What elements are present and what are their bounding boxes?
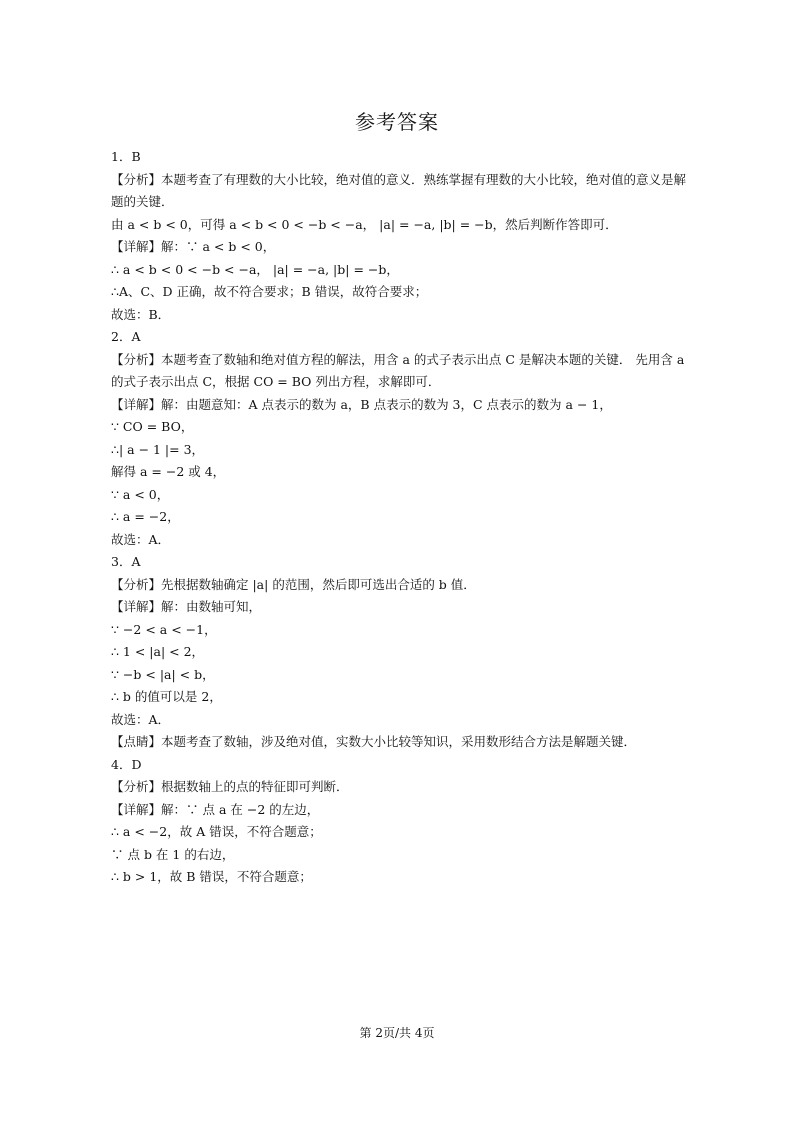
page-number: 第 2页/共 4页 [359,1026,435,1040]
answer-line-q2: 2．A [111,329,141,344]
answer-line: ∵ 点 b 在 1 的右边， [111,846,235,862]
answer-line: ∴A、C、D 正确，故不符合要求；B 错误，故符合要求； [111,284,428,299]
answer-line: ∴ 1 < |a| < 2， [111,644,205,659]
answer-line-q4: 4．D [111,756,142,772]
answer-line: 【详解】解：由数轴可知， [111,599,262,614]
answer-line: ∴ a < −2，故 A 错误，不符合题意； [111,824,322,839]
answer-line: 故选：A． [111,531,171,547]
answer-line: ∵ −2 < a < −1， [111,621,217,637]
answer-line: 由 a < b < 0，可得 a < b < 0 < −b < −a， |a| = −a, |b| = −b，然后判断作答即可． [111,216,618,232]
answer-line: ∵ a < 0， [111,486,170,502]
answer-line: ∵ CO = BO， [111,419,194,434]
page-title: 参考答案 [355,110,439,134]
answer-line: 【分析】先根据数轴确定 |a| 的范围，然后即可选出合适的 b 值． [111,576,476,592]
answer-line: 【详解】解：由题意知：A 点表示的数为 a，B 点表示的数为 3，C 点表示的数为 a − 1， [111,396,612,412]
answer-line-q3: 3．A [111,554,141,569]
analysis-paragraph: 【分析】本题考查了数轴和绝对值方程的解法，用含 a 的式子表示出点 C 是解决本题的关键． 先用含 a 的式子表示出点 C，根据 CO = BO 列出方程，求解即可． [111,351,685,389]
answer-line: ∴ b > 1，故 B 错误，不符合题意； [111,869,312,884]
answer-line: ∴ a = −2， [111,509,180,524]
answer-line: ∵ −b < |a| < b， [111,666,215,682]
answer-line-q1: 1．B [111,149,141,164]
answer-line: ∴| a − 1 |= 3， [111,441,205,457]
answer-line: 【详解】解：∵ 点 a 在 −2 的左边， [111,801,320,817]
answer-line: 【点睛】本题考查了数轴，涉及绝对值，实数大小比较等知识，采用数形结合方法是解题关键． [111,734,637,749]
answer-line: 故选：B． [111,306,171,322]
answer-line: ∴ b 的值可以是 2， [111,689,222,704]
answer-line: 【分析】根据数轴上的点的特征即可判断． [111,779,349,794]
answer-line: 【详解】解：∵ a < b < 0， [111,239,276,254]
answer-line: 解得 a = −2 或 4， [111,464,226,479]
analysis-paragraph: 【分析】本题考查了有理数的大小比较，绝对值的意义．熟练掌握有理数的大小比较，绝对值的意义是解题的关键． [111,171,687,209]
answer-line: 故选：A． [111,711,171,727]
answer-line: ∴ a < b < 0 < −b < −a， |a| = −a, |b| = −b， [111,261,399,277]
answer-content [111,146,689,889]
